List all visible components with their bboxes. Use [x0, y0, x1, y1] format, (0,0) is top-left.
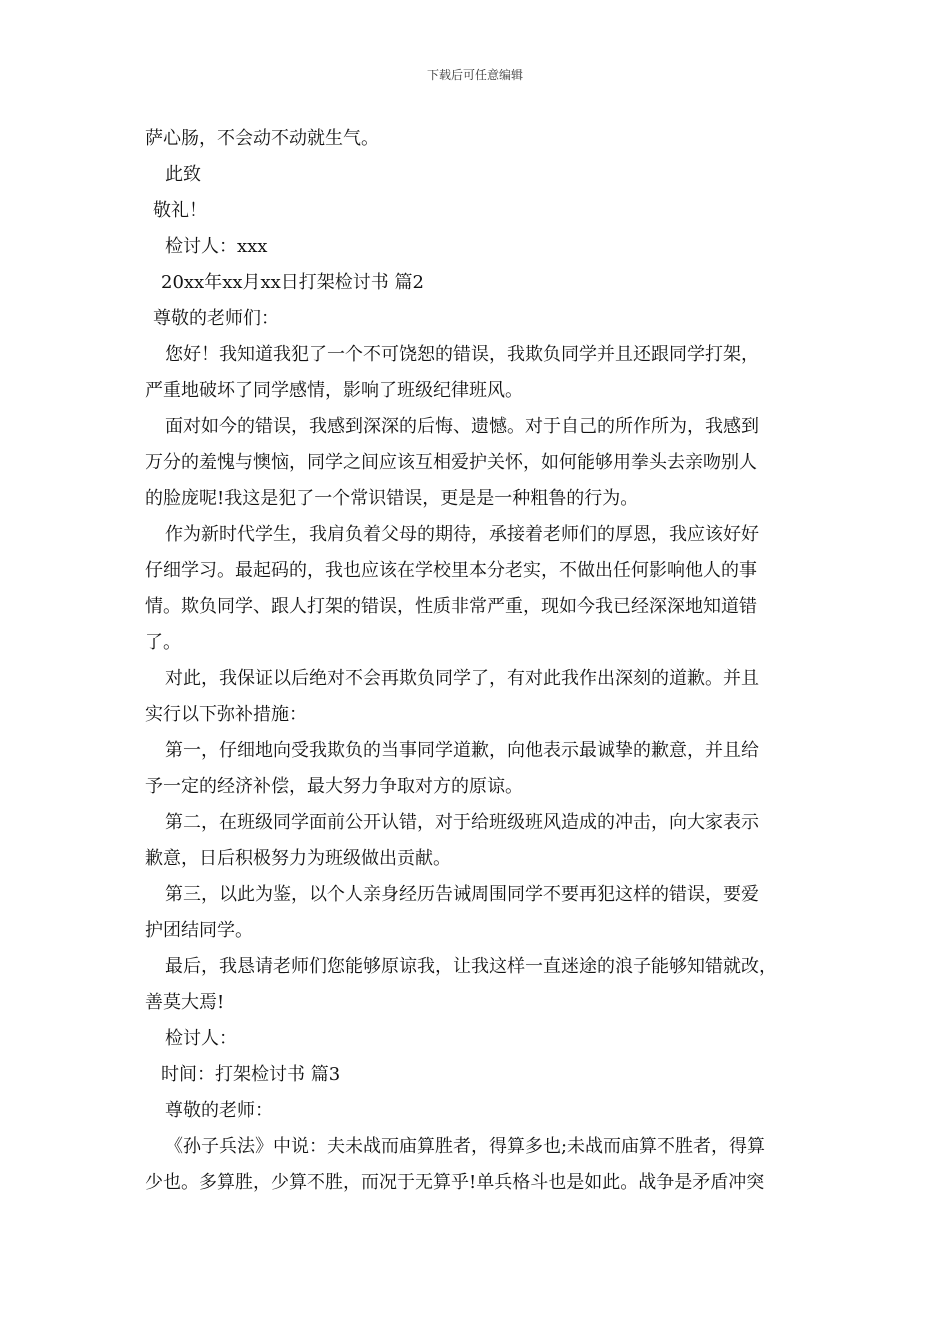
paragraph-line: 护团结同学。 [145, 920, 253, 941]
section-title: 时间：打架检讨书 篇3 [161, 1064, 341, 1085]
paragraph-line: 第二，在班级同学面前公开认错，对于给班级班风造成的冲击，向大家表示 [165, 812, 759, 833]
paragraph-line: 第三，以此为鉴，以个人亲身经历告诫周围同学不要再犯这样的错误，要爱 [165, 884, 759, 905]
section-title: 20xx年xx月xx日打架检讨书 篇2 [161, 272, 424, 293]
paragraph-line: 歉意，日后积极努力为班级做出贡献。 [145, 848, 451, 869]
paragraph-line: 少也。多算胜，少算不胜，而况于无算乎!单兵格斗也是如此。战争是矛盾冲突 [145, 1172, 765, 1193]
page-header: 下载后可任意编辑 [426, 68, 523, 82]
paragraph-line: 实行以下弥补措施： [145, 704, 307, 725]
paragraph-line: 严重地破坏了同学感情，影响了班级纪律班风。 [145, 380, 523, 401]
paragraph-line: 对此，我保证以后绝对不会再欺负同学了，有对此我作出深刻的道歉。并且 [165, 668, 759, 689]
paragraph-line: 仔细学习。最起码的，我也应该在学校里本分老实，不做出任何影响他人的事 [145, 560, 757, 581]
paragraph-line: 万分的羞愧与懊恼，同学之间应该互相爱护关怀，如何能够用拳头去亲吻别人 [145, 452, 757, 473]
paragraph-line: 善莫大焉! [145, 992, 225, 1013]
paragraph-line: 最后，我恳请老师们您能够原谅我，让我这样一直迷途的浪子能够知错就改， [165, 956, 777, 977]
paragraph-line: 第一，仔细地向受我欺负的当事同学道歉，向他表示最诚挚的歉意，并且给 [165, 740, 759, 761]
paragraph-line: 情。欺负同学、跟人打架的错误，性质非常严重，现如今我已经深深地知道错 [145, 596, 757, 617]
paragraph-line: 您好！我知道我犯了一个不可饶恕的错误，我欺负同学并且还跟同学打架， [165, 344, 759, 365]
greeting: 尊敬的老师： [165, 1100, 273, 1121]
greeting: 尊敬的老师们： [153, 308, 279, 329]
closing-regards: 敬礼！ [153, 200, 207, 221]
signature-line: 检讨人：xxx [165, 236, 268, 257]
signature-line: 检讨人： [165, 1028, 237, 1049]
text-line: 萨心肠，不会动不动就生气。 [145, 128, 379, 149]
paragraph-line: 《孙子兵法》中说：夫未战而庙算胜者，得算多也;未战而庙算不胜者，得算 [165, 1136, 766, 1157]
paragraph-line: 面对如今的错误，我感到深深的后悔、遗憾。对于自己的所作所为，我感到 [165, 416, 759, 437]
paragraph-line: 作为新时代学生，我肩负着父母的期待，承接着老师们的厚恩，我应该好好 [165, 524, 759, 545]
paragraph-line: 的脸庞呢!我这是犯了一个常识错误，更是是一种粗鲁的行为。 [145, 488, 639, 509]
closing-salutation: 此致 [165, 164, 201, 185]
paragraph-line: 了。 [145, 632, 181, 653]
paragraph-line: 予一定的经济补偿，最大努力争取对方的原谅。 [145, 776, 523, 797]
document-body [145, 121, 815, 1201]
